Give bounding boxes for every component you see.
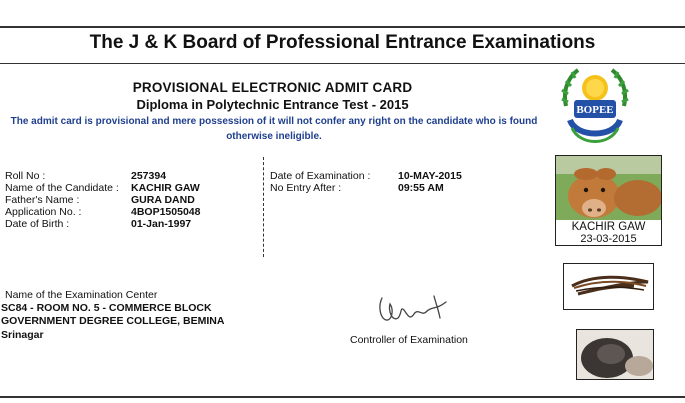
candidate-details [5,170,260,230]
thumb-impression [563,263,654,310]
title-divider [0,63,685,64]
exam-center-line2: GOVERNMENT DEGREE COLLEGE, BEMINA [1,315,225,327]
exam-date-label: Date of Examination : [270,170,371,182]
controller-label: Controller of Examination [350,334,468,346]
application-no-value: 4BOP1505048 [131,206,201,218]
father-name-value: GURA DAND [131,194,195,206]
logo-text: BOPEE [576,104,614,116]
dob-label: Date of Birth : [5,218,70,230]
card-subtitle: Diploma in Polytechnic Entrance Test - 2015 [136,97,409,112]
dob-value: 01-Jan-1997 [131,218,192,230]
candidate-name-label: Name of the Candidate : [5,182,119,194]
bopee-logo [556,66,634,154]
thumb-impression-image [564,264,654,310]
application-no-label: Application No. : [5,206,82,218]
exam-date-value: 10-MAY-2015 [398,170,462,182]
roll-no-label: Roll No : [5,170,46,182]
provisional-notice: The admit card is provisional and mere possession of it will not confer any right on the candidate who is found otherwise ineligible. [10,116,538,142]
candidate-photo [555,155,662,246]
exam-center-label: Name of the Examination Center [5,289,158,301]
candidate-name-value: KACHIR GAW [131,182,200,194]
controller-signature [374,288,456,332]
exam-details [270,170,500,194]
card-title: PROVISIONAL ELECTRONIC ADMIT CARD [132,80,413,95]
no-entry-label: No Entry After : [270,182,342,194]
exam-center-line1: SC84 - ROOM NO. 5 - COMMERCE BLOCK [1,302,212,314]
no-entry-value: 09:55 AM [398,182,444,194]
father-name-label: Father's Name : [5,194,80,206]
photo-date-caption: 23-03-2015 [580,233,637,245]
photo-name-caption: KACHIR GAW [571,221,646,233]
candidate-signature [576,329,654,380]
board-title: The J & K Board of Professional Entrance Examinations [89,32,596,53]
section-divider [263,157,264,257]
candidate-signature-image [577,330,654,380]
roll-no-value: 257394 [131,170,167,182]
exam-center-line3: Srinagar [1,329,44,341]
